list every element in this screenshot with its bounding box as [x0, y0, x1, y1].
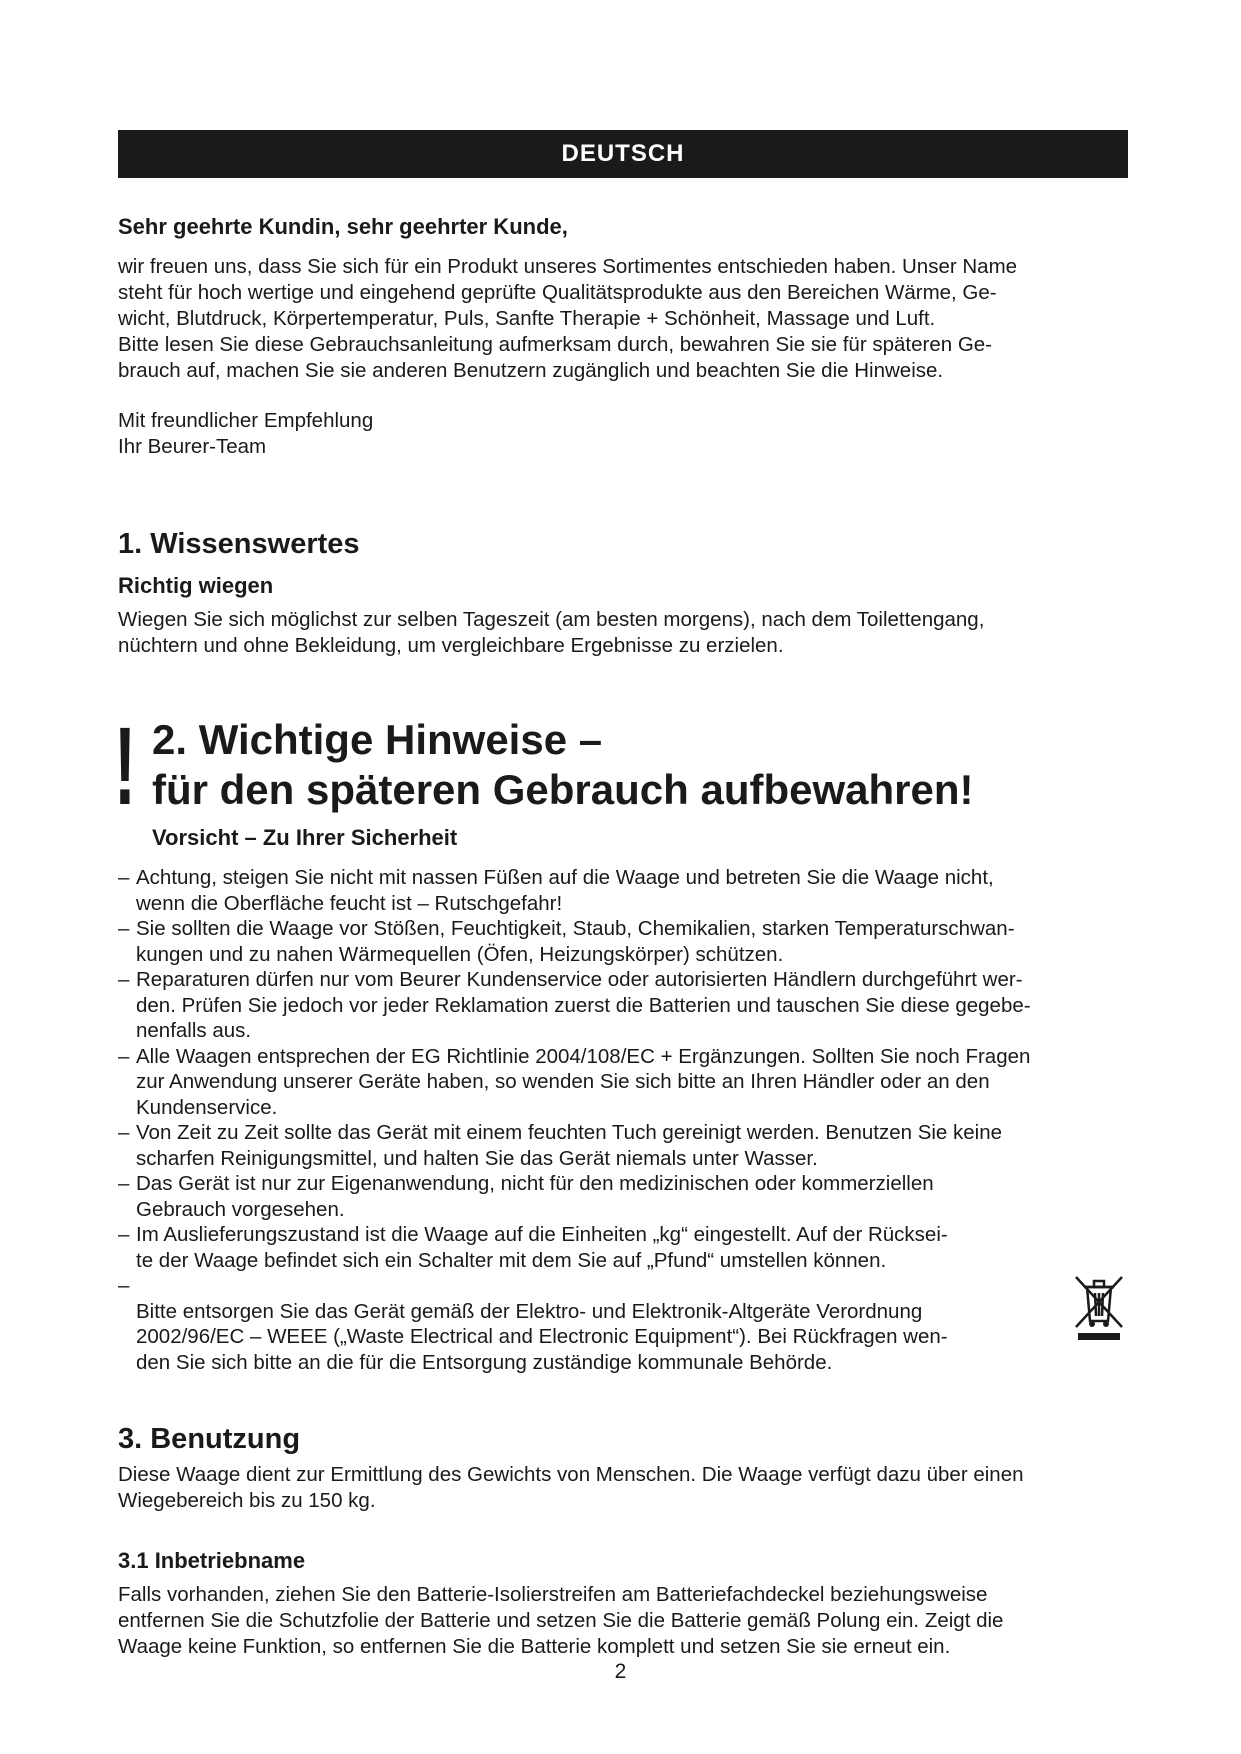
intro-text	[118, 254, 1128, 384]
warning-item: – Reparaturen dürfen nur vom Beurer Kundenservice oder autorisierten Händlern durchgeführt wer- den. Prüfen Sie jedoch vor jeder Reklamation zuerst die Batterien und tauschen Sie diese gegebe- nenfalls aus.	[118, 967, 1128, 1044]
section-1-subtitle: Richtig wiegen	[118, 573, 274, 598]
section-3-text: Diese Waage dient zur Ermittlung des Gewichts von Menschen. Die Waage verfügt dazu über einen Wiegebereich bis zu 150 kg.	[118, 1462, 1024, 1512]
weee-text: Bitte entsorgen Sie das Gerät gemäß der Elektro- und Elektronik-Altgeräte Verordnung 2002/96/EC – WEEE („Waste Electrical and Electronic Equipment“). Bei Rückfragen wen- den Sie sich bitte an die für die Entsorgung zuständige kommunale Behörde.	[136, 1299, 948, 1374]
exclamation-warning-icon: !	[114, 705, 136, 828]
section-3-title: 3. Benutzung	[118, 1422, 301, 1455]
crossed-out-bin-icon	[1070, 1271, 1128, 1341]
page-number: 2	[614, 1660, 627, 1683]
section-2	[114, 705, 1128, 1401]
warning-item: – Von Zeit zu Zeit sollte das Gerät mit einem feuchten Tuch gereinigt werden. Benutzen Sie keine scharfen Reinigungsmittel, und halten Sie das Gerät niemals unter Wasser.	[118, 1120, 1128, 1171]
warning-item: – Sie sollten die Waage vor Stößen, Feuchtigkeit, Staub, Chemikalien, starken Temperaturschwan- kungen und zu nahen Wärmequellen (Öfen, Heizungskörper) schützen.	[118, 916, 1128, 967]
warning-item: – Das Gerät ist nur zur Eigenanwendung, nicht für den medizinischen oder kommerziellen Gebrauch vorgesehen.	[118, 1171, 1128, 1222]
warning-item-weee	[118, 1273, 1128, 1401]
warning-item: – Alle Waagen entsprechen der EG Richtlinie 2004/108/EC + Ergänzungen. Sollten Sie noch Fragen zur Anwendung unserer Geräte haben, so wenden Sie sich bitte an Ihren Händler oder an den Kundenservice.	[118, 1044, 1128, 1121]
section-2-subtitle: Vorsicht – Zu Ihrer Sicherheit	[152, 825, 458, 850]
section-1	[118, 528, 1128, 659]
safety-warning-list	[118, 865, 1128, 1401]
section-3-1	[118, 1548, 1128, 1660]
section-3-1-title: 3.1 Inbetriebname	[118, 1547, 306, 1573]
section-1-text: Wiegen Sie sich möglichst zur selben Tageszeit (am besten morgens), nach dem Toilettengang, nüchtern und ohne Bekleidung, um vergleichbare Ergebnisse zu erzielen.	[118, 608, 985, 657]
warning-item: – Im Auslieferungszustand ist die Waage auf die Einheiten „kg“ eingestellt. Auf der Rücksei- te der Waage befindet sich ein Schalter mit dem Sie auf „Pfund“ umstellen können.	[118, 1222, 1128, 1273]
section-1-title: 1. Wissenswertes	[118, 528, 360, 560]
section-3-1-text: Falls vorhanden, ziehen Sie den Batterie-Isolierstreifen am Batteriefachdeckel beziehungsweise entfernen Sie die Schutzfolie der Batterie und setzen Sie die Batterie gemäß Polung ein. Zeigt die Waage keine Funktion, so entfernen Sie die Batterie komplett und setzen Sie sie erneut ein.	[118, 1582, 1004, 1658]
intro-paragraph-1: wir freuen uns, dass Sie sich für ein Produkt unseres Sortimentes entschieden haben. Unser Name steht für hoch wertige und eingehend geprüfte Qualitätsprodukte aus den Bereichen Wärme, Ge- wicht, Blutdruck, Körpertemperatur, Puls, Sanfte Therapie + Schönheit, Massage und Luft.	[118, 255, 1018, 330]
language-header-bar: DEUTSCH	[118, 130, 1128, 178]
salutation: Sehr geehrte Kundin, sehr geehrter Kunde,	[118, 214, 568, 239]
section-3	[118, 1423, 1128, 1514]
closing-signature: Mit freundlicher Empfehlung Ihr Beurer-Team	[118, 409, 374, 458]
warning-item: – Achtung, steigen Sie nicht mit nassen Füßen auf die Waage und betreten Sie die Waage nicht, wenn die Oberfläche feucht ist – Rutschgefahr!	[118, 865, 1128, 916]
intro-paragraph-2: Bitte lesen Sie diese Gebrauchsanleitung aufmerksam durch, bewahren Sie sie für späteren Ge- brauch auf, machen Sie sie anderen Benutzern zugänglich und beachten Sie die Hinweise.	[118, 333, 993, 382]
document-page	[114, 130, 1128, 1660]
section-2-title: 2. Wichtige Hinweise – für den späteren Gebrauch aufbewahren!	[152, 716, 974, 813]
